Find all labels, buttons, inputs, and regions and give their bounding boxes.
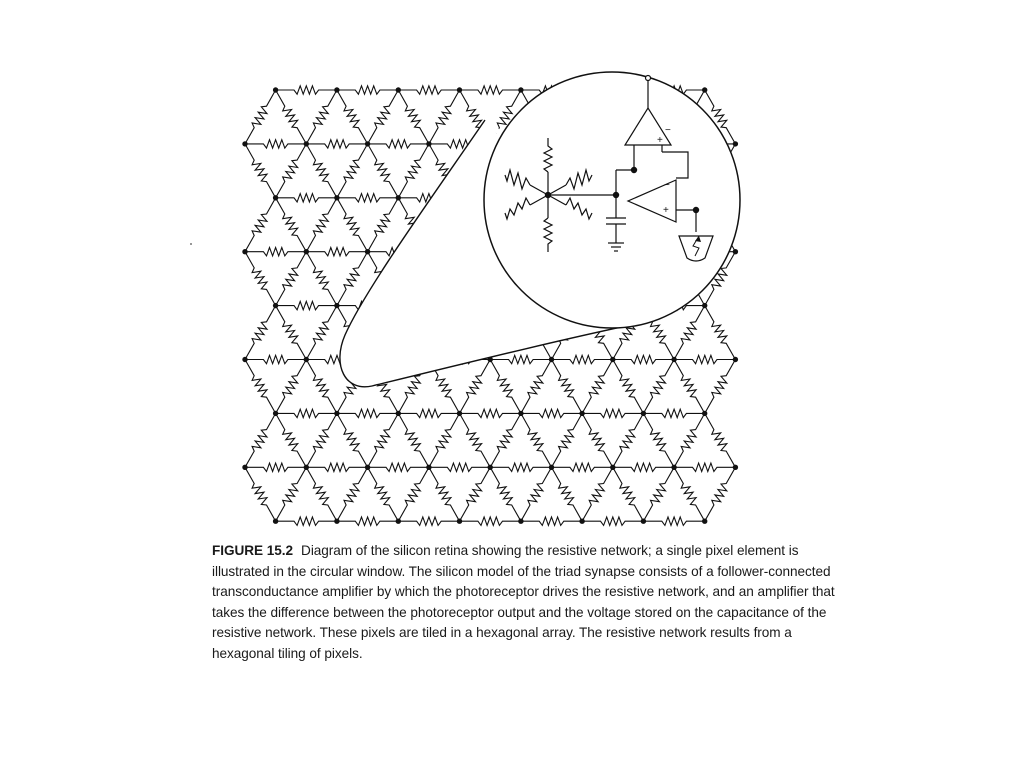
network-resistor — [429, 90, 460, 144]
network-resistor — [705, 360, 736, 414]
network-resistor — [368, 467, 399, 521]
network-resistor — [521, 467, 552, 521]
network-node — [273, 303, 278, 308]
network-resistor — [460, 360, 491, 414]
network-resistor — [245, 90, 276, 144]
network-resistor — [582, 413, 613, 467]
network-resistor — [490, 355, 551, 363]
network-node — [365, 249, 370, 254]
network-resistor — [276, 194, 337, 202]
network-resistor — [429, 463, 490, 471]
network-resistor — [643, 409, 704, 417]
network-resistor — [245, 248, 306, 256]
network-node — [702, 303, 707, 308]
network-resistor — [245, 306, 276, 360]
network-resistor — [245, 140, 306, 148]
network-node — [334, 87, 339, 92]
network-resistor — [643, 467, 674, 521]
network-resistor — [306, 198, 337, 252]
network-resistor — [306, 248, 367, 256]
network-resistor — [582, 517, 643, 525]
network-resistor — [674, 463, 735, 471]
network-resistor — [552, 360, 583, 414]
network-node — [273, 87, 278, 92]
network-resistor — [245, 198, 276, 252]
network-resistor — [337, 144, 368, 198]
network-node — [426, 465, 431, 470]
network-resistor — [552, 467, 583, 521]
network-node — [641, 519, 646, 524]
network-resistor — [613, 463, 674, 471]
network-node — [671, 465, 676, 470]
network-resistor — [245, 252, 276, 306]
network-resistor — [613, 360, 644, 414]
network-resistor — [276, 517, 337, 525]
network-resistor — [398, 413, 429, 467]
network-resistor — [306, 360, 337, 414]
circular-window — [484, 72, 740, 328]
network-resistor — [552, 355, 613, 363]
network-node — [334, 195, 339, 200]
network-resistor — [245, 467, 276, 521]
network-resistor — [337, 198, 368, 252]
network-resistor — [521, 409, 582, 417]
network-node — [396, 411, 401, 416]
network-node — [733, 357, 738, 362]
network-resistor — [613, 467, 644, 521]
network-resistor — [582, 467, 613, 521]
network-resistor — [368, 140, 429, 148]
network-node — [733, 465, 738, 470]
network-resistor — [705, 306, 736, 360]
network-resistor — [521, 517, 582, 525]
network-resistor — [276, 413, 307, 467]
network-node — [733, 249, 738, 254]
network-resistor — [521, 360, 552, 414]
figure-label: FIGURE 15.2 — [212, 543, 294, 558]
network-resistor — [643, 517, 704, 525]
network-resistor — [552, 463, 613, 471]
network-resistor — [429, 467, 460, 521]
network-node — [641, 411, 646, 416]
network-node — [457, 411, 462, 416]
network-resistor — [460, 409, 521, 417]
network-node — [396, 519, 401, 524]
network-resistor — [460, 413, 491, 467]
network-resistor — [674, 360, 705, 414]
network-node — [488, 465, 493, 470]
network-node — [518, 87, 523, 92]
network-resistor — [306, 90, 337, 144]
network-node — [549, 357, 554, 362]
network-resistor — [276, 360, 307, 414]
network-resistor — [276, 252, 307, 306]
network-resistor — [674, 413, 705, 467]
network-resistor — [398, 467, 429, 521]
network-resistor — [276, 198, 307, 252]
network-resistor — [613, 355, 674, 363]
network-resistor — [306, 467, 337, 521]
network-resistor — [306, 140, 367, 148]
network-resistor — [368, 90, 399, 144]
network-node — [579, 519, 584, 524]
network-resistor — [276, 409, 337, 417]
network-node — [610, 465, 615, 470]
network-resistor — [276, 467, 307, 521]
network-node — [273, 411, 278, 416]
network-node — [334, 519, 339, 524]
network-resistor — [368, 413, 399, 467]
figure-caption — [212, 541, 842, 664]
network-node — [242, 141, 247, 146]
network-resistor — [368, 463, 429, 471]
network-resistor — [521, 413, 552, 467]
network-resistor — [460, 517, 521, 525]
figure-caption-text: Diagram of the silicon retina showing the resistive network; a single pixel element is illustrated in the circular window. The silicon model of the triad synapse consists of a follower-connected transconductance amplifier by which the photoreceptor drives the resistive network, and an amplifier that takes the difference between the photoreceptor output and the voltage stored on the capacitance of the resistive network. These pixels are tiled in a hexagonal array. The resistive network results from a hexagonal tiling of pixels. — [212, 543, 835, 661]
network-resistor — [337, 194, 398, 202]
network-resistor — [368, 144, 399, 198]
network-resistor — [552, 413, 583, 467]
network-node — [273, 195, 278, 200]
network-resistor — [245, 355, 306, 363]
network-resistor — [643, 413, 674, 467]
network-node — [273, 519, 278, 524]
network-resistor — [398, 86, 459, 94]
amp-bottom-plus-label: + — [663, 205, 669, 216]
network-resistor — [245, 413, 276, 467]
network-node — [457, 519, 462, 524]
network-node — [671, 357, 676, 362]
network-node — [518, 411, 523, 416]
network-resistor — [337, 252, 368, 306]
network-resistor — [674, 306, 705, 360]
network-node — [579, 411, 584, 416]
network-resistor — [306, 413, 337, 467]
network-node — [365, 465, 370, 470]
network-resistor — [337, 86, 398, 94]
network-resistor — [337, 413, 368, 467]
network-node — [242, 465, 247, 470]
network-node — [549, 465, 554, 470]
network-resistor — [398, 90, 429, 144]
network-node — [610, 357, 615, 362]
network-resistor — [276, 144, 307, 198]
network-node — [304, 465, 309, 470]
network-resistor — [490, 360, 521, 414]
network-resistor — [306, 306, 337, 360]
network-node — [426, 141, 431, 146]
network-node — [242, 357, 247, 362]
network-node — [702, 87, 707, 92]
network-resistor — [306, 252, 337, 306]
network-resistor — [398, 144, 429, 198]
network-resistor — [429, 413, 460, 467]
network-resistor — [613, 413, 644, 467]
network-node — [702, 519, 707, 524]
network-resistor — [276, 90, 307, 144]
network-resistor — [306, 144, 337, 198]
network-resistor — [460, 86, 521, 94]
network-resistor — [337, 467, 368, 521]
network-resistor — [337, 409, 398, 417]
network-node — [733, 141, 738, 146]
network-node — [396, 195, 401, 200]
network-resistor — [276, 86, 337, 94]
network-resistor — [276, 306, 307, 360]
network-node — [304, 249, 309, 254]
network-resistor — [674, 467, 705, 521]
amp-top-plus-label: + — [657, 135, 663, 146]
network-resistor — [337, 517, 398, 525]
network-resistor — [460, 467, 491, 521]
network-node — [396, 87, 401, 92]
network-node — [304, 141, 309, 146]
network-resistor — [582, 409, 643, 417]
network-resistor — [490, 463, 551, 471]
amp-top-minus-label: − — [665, 125, 671, 136]
network-node — [242, 249, 247, 254]
network-resistor — [490, 413, 521, 467]
network-resistor — [705, 467, 736, 521]
network-node — [334, 411, 339, 416]
network-node — [304, 357, 309, 362]
network-node — [334, 303, 339, 308]
network-resistor — [276, 301, 337, 309]
network-resistor — [245, 463, 306, 471]
network-resistor — [306, 463, 367, 471]
network-resistor — [582, 360, 613, 414]
network-node — [457, 87, 462, 92]
network-node — [365, 141, 370, 146]
amp-bottom-minus-label: − — [664, 180, 670, 191]
network-resistor — [643, 360, 674, 414]
network-resistor — [490, 467, 521, 521]
network-resistor — [398, 517, 459, 525]
network-resistor — [245, 144, 276, 198]
network-resistor — [674, 355, 735, 363]
network-resistor — [705, 413, 736, 467]
network-resistor — [368, 198, 399, 252]
network-node — [702, 411, 707, 416]
network-resistor — [398, 409, 459, 417]
network-resistor — [337, 90, 368, 144]
network-node — [518, 519, 523, 524]
network-resistor — [245, 360, 276, 414]
